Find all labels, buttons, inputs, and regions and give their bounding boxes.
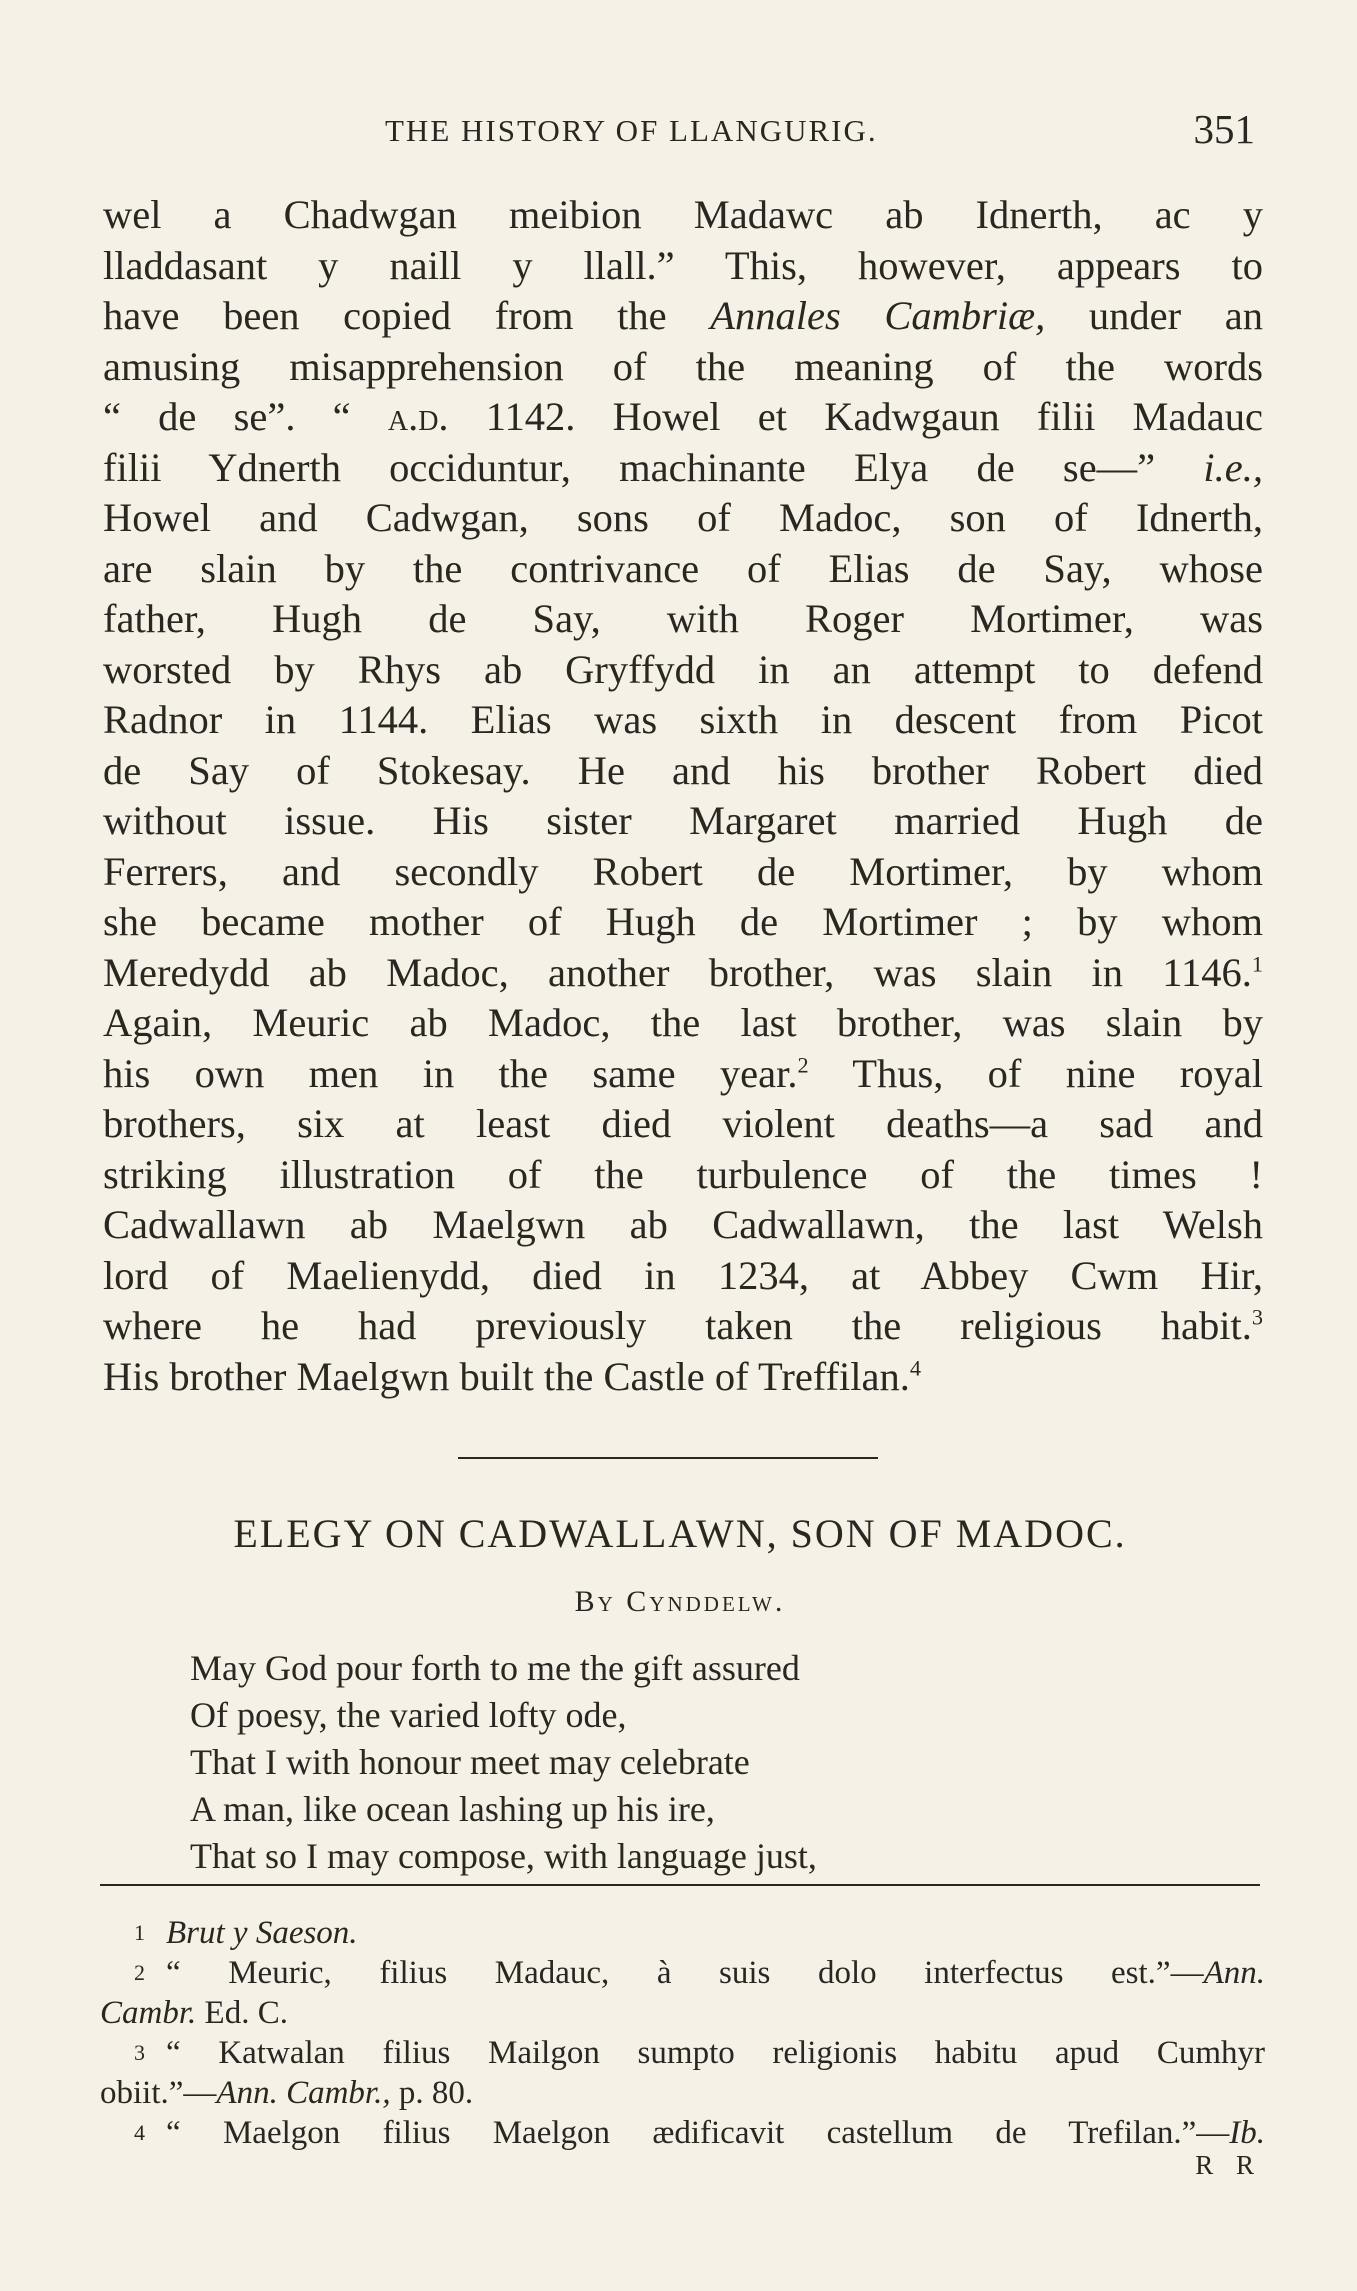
text-line: amusing misapprehension of the meaning of the words xyxy=(103,343,1263,389)
text-line: wel a Chadwgan meibion Madawc ab Idnerth, ac y xyxy=(103,192,1263,237)
poem-line: That I with honour meet may celebrate xyxy=(190,1742,750,1782)
poem-stanza xyxy=(190,1645,1090,1880)
footnote-ref: 2 xyxy=(797,1052,809,1077)
text-line: are slain by the contrivance of Elias de Say, whose xyxy=(103,545,1263,591)
text-line: have been copied from the Annales Cambriæ, under an xyxy=(103,293,1263,338)
text-line: lladdasant y naill y llall.” This, however, appears to xyxy=(103,242,1263,288)
poem-line: A man, like ocean lashing up his ire, xyxy=(190,1789,715,1829)
footnote-2: 2 “ Meuric, filius Madauc, à suis dolo interfectus est.”—Ann. xyxy=(100,1953,1265,1993)
text-line: Ferrers, and secondly Robert de Mortimer, by whom xyxy=(103,848,1263,894)
footnote-ref: 3 xyxy=(1251,1304,1263,1330)
footnote-number: 4 xyxy=(134,2120,145,2145)
text-line: striking illustration of the turbulence of the times ! xyxy=(103,1151,1263,1197)
poem-author: By Cynddelw. xyxy=(574,1585,786,1618)
text-line: Howel and Cadwgan, sons of Madoc, son of Idnerth, xyxy=(103,495,1263,540)
text-line: Meredydd ab Madoc, another brother, was slain in 1146.$^1$ xyxy=(103,949,1263,995)
footnote-number: 1 xyxy=(134,1920,145,1945)
section-divider xyxy=(458,1457,878,1459)
footnote-ref: 4 xyxy=(909,1355,922,1380)
running-header xyxy=(95,105,1265,155)
text-line: worsted by Rhys ab Gryffydd in an attempt to defend xyxy=(103,646,1263,692)
footnote-2-continued: Cambr. Ed. C. xyxy=(100,1995,288,2031)
era-abbreviation: a.d. xyxy=(387,394,449,439)
text-line: where he had previously taken the religious habit.$^3$ xyxy=(103,1303,1263,1348)
italic-abbreviation: i.e., xyxy=(1203,444,1263,490)
text-line: without issue. His sister Margaret married Hugh de xyxy=(103,798,1263,843)
footnote-3: 3 “ Katwalan filius Mailgon sumpto religionis habitu apud Cumhyr xyxy=(100,2033,1265,2073)
footnote-1 xyxy=(100,1913,1265,1953)
footnote-3-continued: obiit.”—Ann. Cambr., p. 80. xyxy=(100,2075,474,2111)
text-line: filii Ydnerth occiduntur, machinante Elya de se—” i.e., xyxy=(103,444,1263,490)
text-line: Radnor in 1144. Elias was sixth in descent from Picot xyxy=(103,697,1263,742)
poem-line: May God pour forth to me the gift assured xyxy=(190,1648,800,1688)
text-line: his own men in the same year.$^2$ Thus, of nine royal xyxy=(103,1050,1264,1096)
signature-mark: R R xyxy=(1195,2150,1262,2180)
text-line: “ de se”. “ a.d. 1142. Howel et Kadwgaun filii Madauc xyxy=(103,394,1263,439)
text-line: Again, Meuric ab Madoc, the last brother, was slain by xyxy=(103,1000,1263,1045)
text-line: de Say of Stokesay. He and his brother Robert died xyxy=(103,747,1263,793)
running-title: THE HISTORY OF LLANGURIG. xyxy=(385,113,878,148)
footnote-text: Brut y Saeson. xyxy=(166,1915,358,1951)
text-line: father, Hugh de Say, with Roger Mortimer, was xyxy=(103,596,1263,641)
text-line: brothers, six at least died violent deaths—a sad and xyxy=(103,1101,1263,1146)
footnote-rule xyxy=(100,1884,1260,1886)
footnote-number: 2 xyxy=(134,1960,145,1985)
poem-title: ELEGY ON CADWALLAWN, SON OF MADOC. xyxy=(233,1511,1127,1556)
poem-line: Of poesy, the varied lofty ode, xyxy=(190,1695,627,1735)
text-line: His brother Maelgwn built the Castle of Treffilan.$^4$ xyxy=(103,1353,922,1399)
page-number: 351 xyxy=(1193,106,1255,152)
footnotes xyxy=(100,1913,1265,2153)
italic-title: Annales Cambriæ, xyxy=(710,293,1046,338)
footnote-number: 3 xyxy=(134,2040,145,2065)
footnote-4: 4 “ Maelgon filius Maelgon ædificavit castellum de Trefilan.”—Ib. xyxy=(100,2113,1265,2153)
poem-line: That so I may compose, with language just, xyxy=(190,1836,817,1876)
text-line: lord of Maelienydd, died in 1234, at Abbey Cwm Hir, xyxy=(103,1252,1263,1298)
text-line: Cadwallawn ab Maelgwn ab Cadwallawn, the last Welsh xyxy=(103,1202,1263,1247)
body-paragraph xyxy=(103,190,1263,1402)
text-line: she became mother of Hugh de Mortimer ; by whom xyxy=(103,899,1263,944)
footnote-ref: 1 xyxy=(1251,951,1263,976)
